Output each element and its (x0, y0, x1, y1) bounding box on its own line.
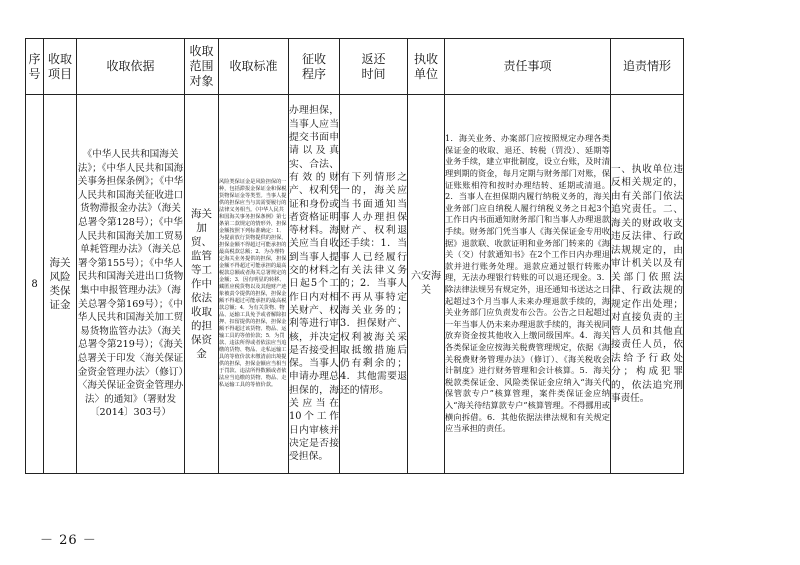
row-standard: 风险类保证金是风险担保的一种，包括滞报金保证金和保税货物保证金等类型。当事人提供的担保应当与其需要履行的法律义务相当。《中华人民共和国海关事务担保条例》第七条第二款规定的情形外，担保金额按照下列标准确定：1．为提前放行货物提供的担保，担保金额不得超过可能承担的最高税款总额；2．为办理特定海关业务提供的担保，担保金额不得超过可能承担的最高税款总额或者海关总署规定的金额；3．因有明显的转移、藏匿应税货物以及其他财产迹象被责令提供的担保，担保金额不得超过可能承担的最高税款总额；4．为有关货物、物品、运输工具免予或者解除扣押、扣留提供的担保，担保金额不得超过该货物、物品、运输工具的等值价款；5．为罚款、违法所得或者依法应当追缴的货物、物品、走私运输工具的等值价款未缴清前出境提供的担保，担保金额应当相当于罚款、违法所得数额或者依法应当追缴的货物、物品、走私运输工具的等值价款。 (219, 95, 289, 474)
header-accountability: 追责情形 (611, 39, 684, 95)
row-procedure: 办理担保，当事人应当提交书面申请以及真实、合法、有效的财产、权利凭证和身份或者资格证明等材料。海关应当自收到当事人提交的材料之日起5个工作日内对相关财产、权利等进行审核，并决定是否接受担保。当事人申请办理总担保的，海关应当在10个工作日内审核并决定是否接受担保。 (289, 95, 340, 474)
row-basis: 《中华人民共和国海关法》；《中华人民共和国海关事务担保条例》；《中华人民共和国海关征收进口货物滞报金办法》（海关总署令第128号）；《中华人民共和国海关加工贸易单耗管理办法》（海关总署令第155号）；《中华人民共和国海关进出口货物集中申报管理办法》（海关总署令第169号）；《中华人民共和国海关加工贸易货物监管办法》（海关总署令第219号）；《海关总署关于印发〈海关保证金资金管理办法〉（修订）〈海关保证金资金管理办法〉的通知》（署财发〔2014〕303号） (77, 95, 185, 474)
header-seq: 序号 (26, 39, 44, 95)
row-return-time: 有下列情形之一的，海关应当书面通知当事人办理担保财产、权利退还手续：1．当事人已经履行有关法律义务的；2．当事人不再从事特定海关业务的；3．担保财产、权利被海关采取抵缴措施后仍有剩余的；4．其他需要退还的情形。 (340, 95, 408, 474)
header-standard: 收取标准 (219, 39, 289, 95)
page-number: － 26 － (40, 533, 97, 548)
fee-table (25, 38, 684, 474)
header-item: 收取项目 (44, 39, 77, 95)
row-responsibility: 1．海关业务、办案部门应按照规定办理各类保证金的收取、退还、转税（罚没）、延期等业务手续，建立审批制度，设立台账，及时清理到期的资金，每月定期与财务部门对账，保证账账相符和按时办理结转、延期或清退。2．当事人在担保期内履行纳税义务的，海关业务部门应自纳税人履行纳税义务之日起3个工作日内书面通知财务部门和当事人办理退款手续。财务部门凭当事人《海关保证金专用收据》退款联、收款证明和业务部门转来的《海关（交）付款通知书》在2个工作日内办理退款并进行账务处理。退款应通过银行转账办理，无法办理银行转账的可以退还现金。3．除法律法规另有规定外，退还通知书送达之日起超过3个月当事人未来办理退款手续的，海关业务部门应负责发布公告。公告之日起超过一年当事人仍未来办理退款手续的，海关视同放弃资金按其他收入上缴同级国库。4．海关各类保证金应按海关税费管理规定，依据《海关税费财务管理办法》（修订）、《海关税收会计制度》进行财务管理和会计核算。5．海关税款类保证金、风险类保证金应纳入“海关代保管款专户”核算管理，案件类保证金应纳入“海关待结算款专户”核算管理。不得挪用或横向拆借。6．其他依据法律法规和有关规定应当承担的责任。 (445, 95, 611, 474)
table-row (26, 95, 684, 474)
row-item: 海关风险类保证金 (44, 95, 77, 474)
header-scope: 收取范围对象 (185, 39, 219, 95)
row-seq: 8 (26, 95, 44, 474)
header-unit: 执收单位 (408, 39, 445, 95)
header-responsibility: 责任事项 (445, 39, 611, 95)
row-unit: 六安海关 (408, 95, 445, 474)
header-procedure: 征收程序 (289, 39, 340, 95)
header-return-time: 返还时间 (340, 39, 408, 95)
header-row (26, 39, 684, 95)
row-accountability: 一、执收单位违反相关规定的，由有关部门依法追究责任。二、海关的财政收支违反法律、行政法规规定的，由审计机关以及有关部门依照法律、行政法规的规定作出处理；对直接负责的主管人员和其他直接责任人员，依法给予行政处分；构成犯罪的，依法追究刑事责任。 (611, 95, 684, 474)
row-scope: 海关加贸、监管等工作中依法收取的担保资金 (185, 95, 219, 474)
header-basis: 收取依据 (77, 39, 185, 95)
